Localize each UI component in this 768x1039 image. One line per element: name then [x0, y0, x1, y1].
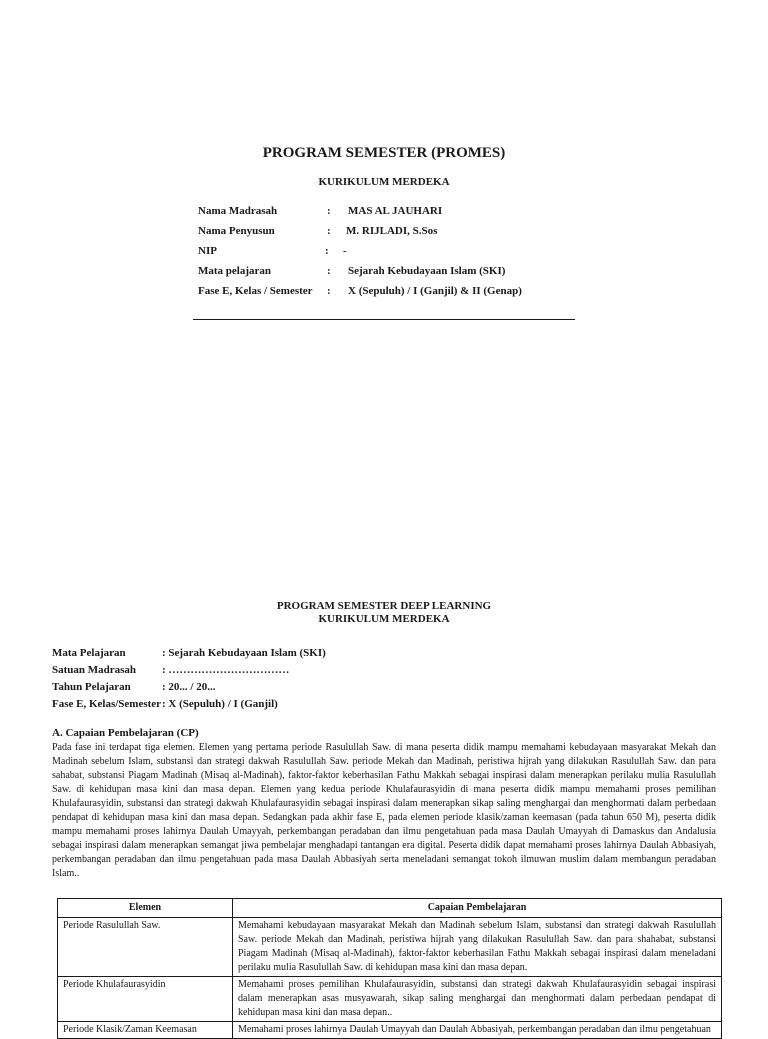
table-row — [58, 918, 722, 977]
info-label: Fase E, Kelas / Semester — [198, 285, 313, 297]
meta-label: Mata Pelajaran — [52, 647, 126, 659]
table-header-elemen: Elemen — [58, 899, 233, 918]
info-label: Mata pelajaran — [198, 265, 272, 277]
meta-label: Fase E, Kelas/Semester — [52, 698, 162, 710]
info-separator: : — [327, 205, 331, 217]
table-cell-elemen: Periode Rasulullah Saw. — [58, 918, 233, 977]
info-value: MAS AL JAUHARI — [348, 205, 443, 217]
meta-value: : X (Sepuluh) / I (Ganjil) — [162, 698, 278, 710]
table-cell-capaian: Memahami proses pemilihan Khulafaurasyidin, substansi dan strategi dakwah Khulafaurasyidin sebagai inspirasi dalam menerapkan asas musyawarah, sikap saling menghargai dan menghormati dalam perbedaan pendapat di kehidupan masa kini dan masa depan.. — [233, 977, 722, 1022]
meta-value: : …………………………… — [162, 664, 290, 676]
page2-title-line2: KURIKULUM MERDEKA — [318, 613, 450, 625]
table-cell-capaian: Memahami proses lahirnya Daulah Umayyah dan Daulah Abbasiyah, perkembangan peradaban dan ilmu pengetahuan — [233, 1022, 722, 1039]
table-cell-elemen: Periode Klasik/Zaman Keemasan — [58, 1022, 233, 1039]
page2-title-line1: PROGRAM SEMESTER DEEP LEARNING — [276, 600, 492, 612]
page2-title — [0, 600, 768, 626]
table-cell-capaian: Memahami kebudayaan masyarakat Mekah dan Madinah sebelum Islam, substansi dan strategi dakwah Rasulullah Saw. periode Mekah dan Madinah, peristiwa hijrah yang dilakukan Rasulullah Saw. dan para shahabat, substansi Piagam Madinah (Misaq al-Madinah), faktor-faktor keberhasilan Fathu Makkah sebagai inspirasi dalam meneladani perilaku mulia Rasulullah Saw. di kehidupan masa kini dan masa depan. — [233, 918, 722, 977]
cover-title: PROGRAM SEMESTER (PROMES) — [262, 145, 506, 161]
info-value: M. RIJLADI, S.Sos — [346, 225, 438, 237]
meta-value: : 20... / 20... — [162, 681, 216, 693]
table-header-capaian: Capaian Pembelajaran — [233, 899, 722, 918]
info-separator: : — [327, 285, 331, 297]
meta-value: : Sejarah Kebudayaan Islam (SKI) — [162, 647, 326, 659]
table-row — [58, 977, 722, 1022]
info-separator: : — [327, 225, 331, 237]
info-label: Nama Madrasah — [198, 205, 278, 217]
cp-table — [57, 898, 722, 1039]
table-header-row — [58, 899, 722, 918]
info-value: - — [343, 245, 347, 257]
table-row — [58, 1022, 722, 1039]
info-value: Sejarah Kebudayaan Islam (SKI) — [348, 265, 506, 277]
info-separator: : — [325, 245, 329, 257]
cover-divider — [193, 319, 575, 320]
meta-label: Satuan Madrasah — [52, 664, 137, 676]
cp-paragraph: Pada fase ini terdapat tiga elemen. Elemen yang pertama periode Rasulullah Saw. di mana peserta didik mampu memahami kebudayaan masyarakat Mekah dan Madinah sebelum Islam, substansi dan strategi dakwah Rasulullah Saw. periode Mekah dan Madinah, peristiwa hijrah yang dilakukan Rasulullah Saw. dan para sahabat, substansi Piagam Madinah (Misaq al-Madinah), faktor-faktor keberhasilan Fathu Makkah sebagai inspirasi dalam menerapkan perilaku mulia Rasulullah Saw. di kehidupan masa kini dan masa depan. Elemen yang kedua periode Khulafaurasyidin di mana peserta didik mampu memahami proses pemilihan Khulafaurasyidin, substansi dan strategi dakwah Khulafaurasyidin sebagai inspirasi dalam menerapkan sikap saling menghargai dan menghormati dalam perbedaan pendapat di kehidupan masa kini dan masa depan. Sedangkan pada akhir fase E, pada elemen periode klasik/zaman keemasan (pada tahun 650 M), peserta didik mampu memahami proses lahirnya Daulah Umayyah, perkembangan peradaban dan ilmu pengetahuan pada masa Daulah Umayyah di Damaskus dan Andalusia sebagai inspirasi dalam menerapkan semangat jiwa pembelajar menghadapi tantangan era digital. Peserta didik dapat memahami proses lahirnya Daulah Abbasiyah, perkembangan peradaban dan ilmu pengetahuan pada masa Daulah Abbasiyah serta meneladani semangat tokoh ilmuwan muslim dalam membangun peradaban Islam.. — [52, 742, 716, 879]
meta-label: Tahun Pelajaran — [52, 681, 131, 693]
info-separator: : — [327, 265, 331, 277]
table-cell-elemen: Periode Khulafaurasyidin — [58, 977, 233, 1022]
info-value: X (Sepuluh) / I (Ganjil) & II (Genap) — [348, 285, 522, 297]
section-heading-cp: A. Capaian Pembelajaran (CP) — [52, 727, 199, 739]
info-label: Nama Penyusun — [198, 225, 275, 237]
cover-subtitle: KURIKULUM MERDEKA — [318, 176, 450, 188]
info-label: NIP — [198, 245, 217, 257]
